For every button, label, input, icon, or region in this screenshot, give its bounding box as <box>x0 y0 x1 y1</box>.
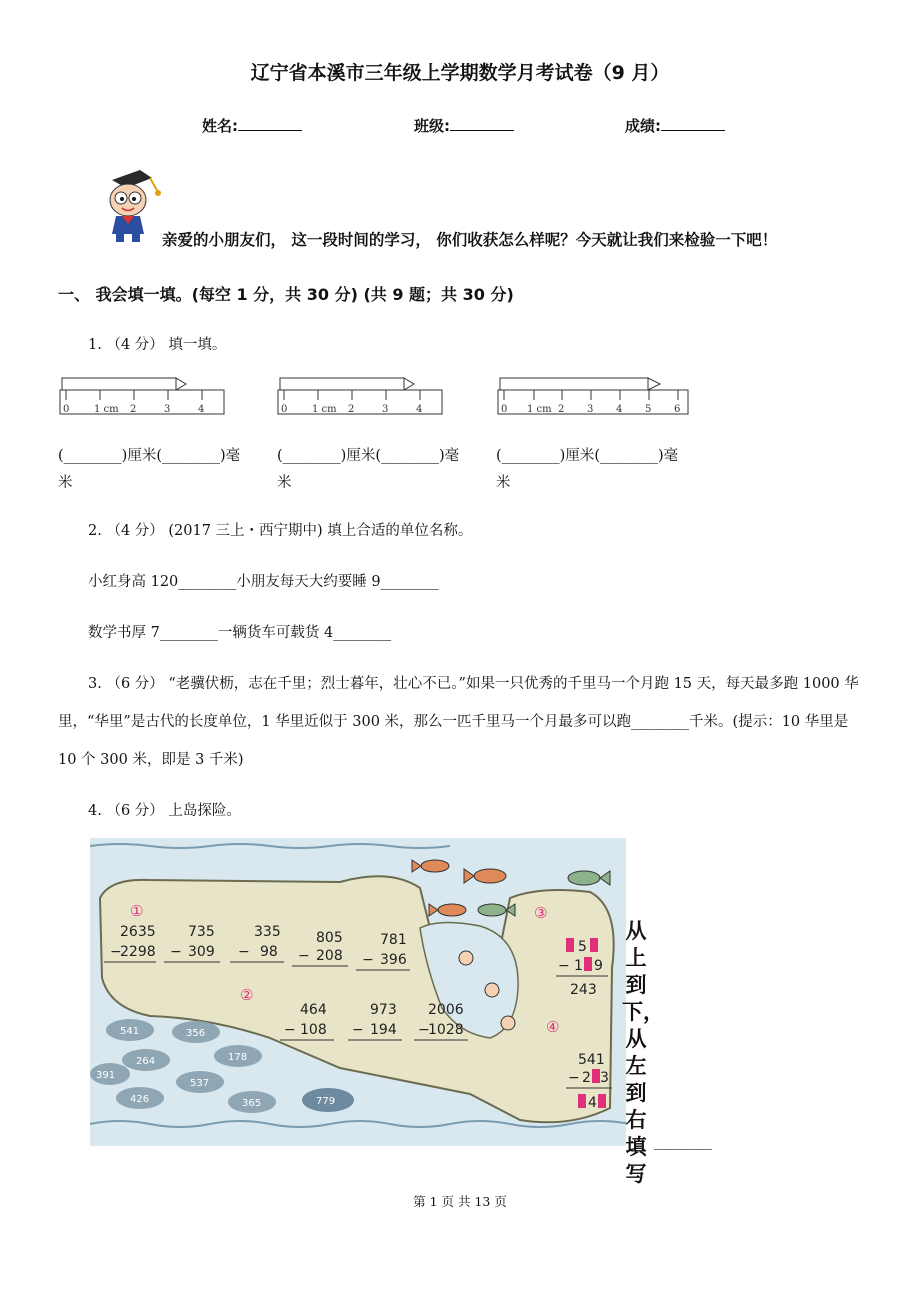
ruler-1-tick-0: 0 <box>63 404 70 415</box>
r1-d-bot: 208 <box>316 948 343 964</box>
ruler-1-tick-3: 3 <box>164 404 171 415</box>
r2-b-top: 973 <box>370 1002 397 1018</box>
q2-line-2[interactable]: 数学书厚 7________一辆货车可载货 4________ <box>88 625 392 641</box>
q2-stem: 2. （4 分） (2017 三上・西宁期中) 填上合适的单位名称。 <box>88 523 473 539</box>
fish-2: 356 <box>186 1028 206 1039</box>
class-label: 班级: <box>414 117 450 135</box>
ruler-2 <box>276 376 446 418</box>
class-blank[interactable] <box>450 116 514 131</box>
ruler-3 <box>496 376 692 418</box>
r1-a-bot: 2298 <box>120 944 156 960</box>
ruler-3-tick-1: 1 cm <box>527 404 552 415</box>
q1-answer-3[interactable]: (________)厘米(________)毫 <box>496 448 679 464</box>
class-field[interactable] <box>414 115 514 136</box>
q1-answer-1-wrap: 米 <box>58 475 73 491</box>
q1-answer-3-wrap: 米 <box>496 475 511 491</box>
ruler-3-tick-5: 5 <box>645 404 652 415</box>
fish-4: 178 <box>228 1052 248 1063</box>
island-illustration <box>90 838 626 1146</box>
r1-d-top: 805 <box>316 930 343 946</box>
svg-text:−: − <box>110 944 122 960</box>
q1-answer-1[interactable]: (________)厘米(________)毫 <box>58 448 241 464</box>
ruler-1-tick-2: 2 <box>130 404 137 415</box>
fish-1: 541 <box>120 1026 140 1037</box>
p4-top: 541 <box>578 1052 605 1068</box>
r2-b-bot: 194 <box>370 1022 397 1038</box>
ruler-3-tick-0: 0 <box>501 404 508 415</box>
q2-line-1[interactable]: 小红身高 120________小朋友每天大约要睡 9________ <box>88 574 439 590</box>
ruler-3-tick-2: 2 <box>558 404 565 415</box>
p3-mid2: 9 <box>594 958 603 974</box>
ruler-1-tick-4: 4 <box>198 404 205 415</box>
svg-text:−: − <box>362 952 374 968</box>
ruler-3-tick-6: 6 <box>674 404 681 415</box>
fish-7: 426 <box>130 1094 150 1105</box>
p4-mid2: 3 <box>600 1070 609 1086</box>
svg-text:−: − <box>568 1070 580 1086</box>
r2-c-top: 2006 <box>428 1002 464 1018</box>
ruler-1-tick-1: 1 cm <box>94 404 119 415</box>
q1-answer-2[interactable]: (________)厘米(________)毫 <box>277 448 460 464</box>
r1-b-bot: 309 <box>188 944 215 960</box>
r2-a-top: 464 <box>300 1002 327 1018</box>
fish-9: 779 <box>316 1096 336 1107</box>
name-field[interactable] <box>202 115 302 136</box>
r2-a-bot: 108 <box>300 1022 327 1038</box>
section-heading: 一、 我会填一填。(每空 1 分，共 30 分) (共 9 题；共 30 分) <box>58 285 514 304</box>
svg-text:−: − <box>238 944 250 960</box>
p4-result: 4 <box>588 1095 597 1111</box>
p3-result: 243 <box>570 982 597 998</box>
label-4: ④ <box>546 1018 560 1036</box>
name-label: 姓名: <box>202 117 238 135</box>
p3-mid: 1 <box>574 958 583 974</box>
label-3: ③ <box>534 904 548 922</box>
svg-text:−: − <box>418 1022 430 1038</box>
vertical-instruction: 从上到下，从左到右填写 <box>622 919 664 1186</box>
q4-answer-blank[interactable]: ________ <box>654 1134 712 1150</box>
svg-text:−: − <box>284 1022 296 1038</box>
r1-c-bot: 98 <box>260 944 278 960</box>
r1-e-bot: 396 <box>380 952 407 968</box>
mascot-icon <box>92 166 164 246</box>
page-footer: 第 1 页 共 13 页 <box>413 1194 507 1209</box>
svg-text:−: − <box>558 958 570 974</box>
ruler-3-tick-3: 3 <box>587 404 594 415</box>
label-2: ② <box>240 986 254 1004</box>
fish-3: 264 <box>136 1056 156 1067</box>
r1-a-top: 2635 <box>120 924 156 940</box>
r1-b-top: 735 <box>188 924 215 940</box>
page-title: 辽宁省本溪市三年级上学期数学月考试卷（9 月） <box>250 62 670 84</box>
label-1: ① <box>130 902 144 920</box>
score-label: 成绩: <box>625 117 661 135</box>
score-field[interactable] <box>625 115 725 136</box>
r1-e-top: 781 <box>380 932 407 948</box>
score-blank[interactable] <box>661 116 725 131</box>
ruler-1 <box>58 376 228 418</box>
ruler-2-tick-4: 4 <box>416 404 423 415</box>
svg-text:−: − <box>352 1022 364 1038</box>
svg-text:−: − <box>298 948 310 964</box>
fish-6: 537 <box>190 1078 210 1089</box>
p3-top: 5 <box>578 939 587 955</box>
name-blank[interactable] <box>238 116 302 131</box>
greeting-text: 亲爱的小朋友们， 这一段时间的学习， 你们收获怎么样呢？今天就让我们来检验一下吧！ <box>162 231 778 249</box>
q1-answer-2-wrap: 米 <box>277 475 292 491</box>
q4-stem: 4. （6 分） 上岛探险。 <box>88 803 241 819</box>
p4-mid: 2 <box>582 1070 591 1086</box>
ruler-2-tick-1: 1 cm <box>312 404 337 415</box>
ruler-2-tick-3: 3 <box>382 404 389 415</box>
svg-text:−: − <box>170 944 182 960</box>
ruler-3-tick-4: 4 <box>616 404 623 415</box>
q3-text[interactable]: 3. （6 分） “老骥伏枥，志在千里；烈士暮年，壮心不已。”如果一只优秀的千里马一个月跑 15 天，每天最多跑 1000 华里，“华里”是古代的长度单位，1 华里近似于 300 米，那么一匹千里马一个月最多可以跑________千米。(提示：10 华里是 10 个 300 米，即是 3 千米) <box>58 676 859 768</box>
fish-8: 365 <box>242 1098 262 1109</box>
fish-5: 391 <box>96 1070 116 1081</box>
ruler-2-tick-2: 2 <box>348 404 355 415</box>
ruler-2-tick-0: 0 <box>281 404 288 415</box>
q1-stem: 1. （4 分） 填一填。 <box>88 337 227 353</box>
r1-c-top: 335 <box>254 924 281 940</box>
r2-c-bot: 1028 <box>428 1022 464 1038</box>
